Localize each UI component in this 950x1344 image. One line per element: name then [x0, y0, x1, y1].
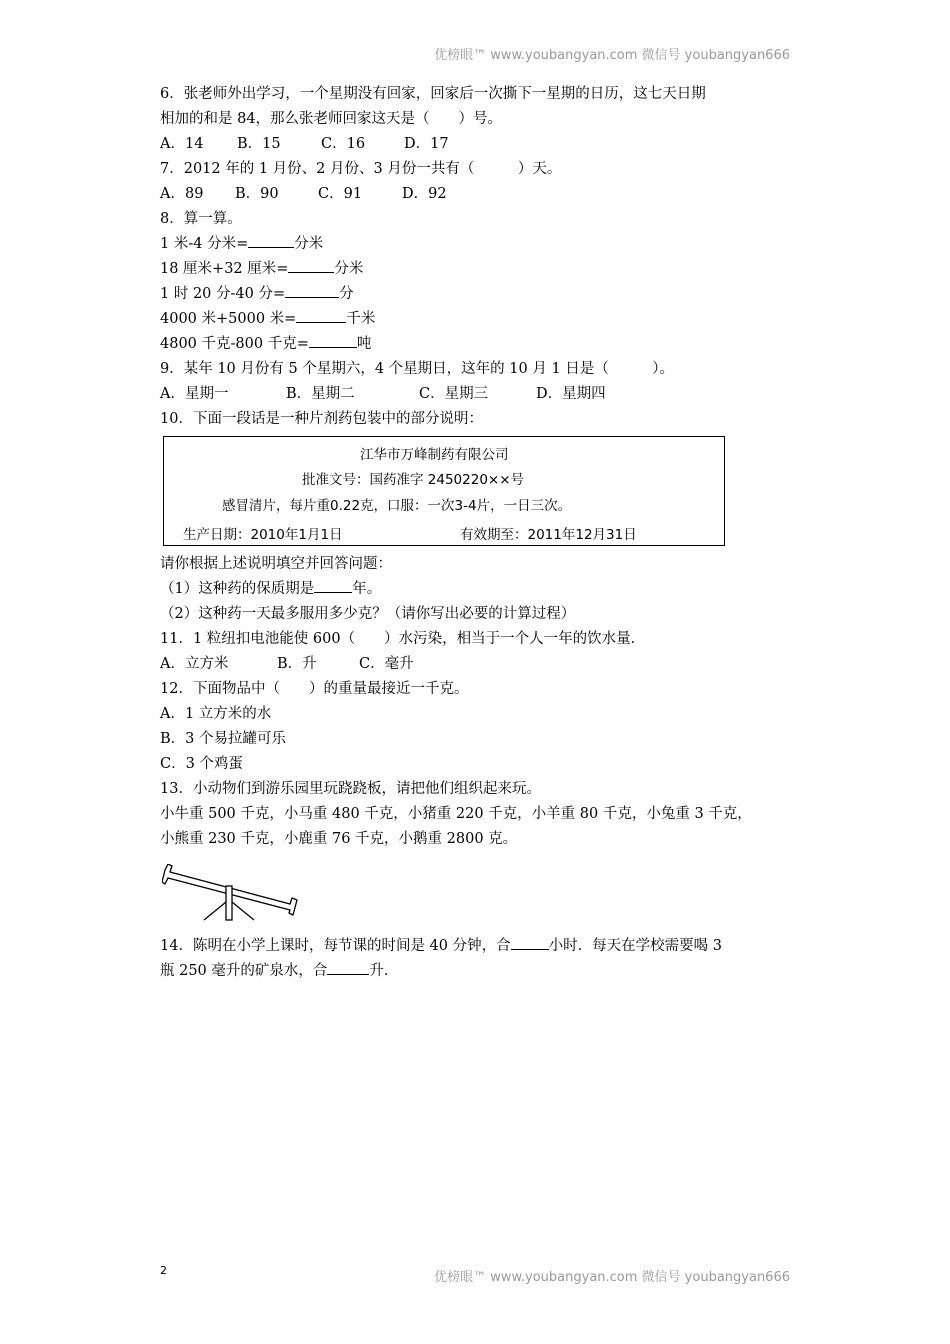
q10-line1: 10．下面一段话是一种片剂药包装中的部分说明：: [160, 411, 483, 427]
q9-option-d: D．星期四: [536, 386, 606, 402]
q8-item-2: 18 厘米+32 厘米= 分米: [160, 257, 810, 282]
q12-option-c: C．3 个鸡蛋: [160, 756, 243, 772]
q8-item-3: 1 时 20 分-40 分= 分: [160, 282, 810, 307]
q7-line1: 7．2012 年的 1 月份、2 月份、3 月份一共有（ ）天。: [160, 161, 562, 177]
q13-line2: 小牛重 500 千克，小马重 480 千克，小猪重 220 千克，小羊重 80 千克，小兔重 3 千克，: [160, 806, 752, 822]
answer-blank[interactable]: [285, 283, 339, 298]
q6-option-a: A．14: [160, 136, 204, 152]
q6-option-d: D．17: [404, 136, 449, 152]
answer-blank[interactable]: [248, 233, 294, 248]
expiry-date: 有效期至：2011年12月31日: [460, 527, 637, 543]
q10-sub2: （2）这种药一天最多服用多少克？（请你写出必要的计算过程）: [160, 606, 576, 622]
q11-option-b: B．升: [277, 656, 317, 672]
q11-line1: 11．1 粒纽扣电池能使 600（ ）水污染，相当于一个人一年的饮水量．: [160, 631, 646, 647]
q8-title: 8．算一算。: [160, 211, 242, 227]
q6-options: [160, 132, 810, 157]
q12-option-b: B．3 个易拉罐可乐: [160, 731, 286, 747]
q7-option-b: B．90: [235, 186, 279, 202]
answer-blank[interactable]: [296, 308, 346, 323]
q7-option-c: C．91: [318, 186, 363, 202]
q9-options: [160, 382, 810, 407]
answer-blank[interactable]: [327, 960, 369, 975]
answer-blank[interactable]: [288, 258, 334, 273]
q8-item-1: 1 米-4 分米= 分米: [160, 232, 810, 257]
answer-blank[interactable]: [511, 935, 549, 950]
q6-line2: 相加的和是 84，那么张老师回家这天是（ ）号。: [160, 111, 503, 127]
q13-line1: 13．小动物们到游乐园里玩跷跷板，请把他们组织起来玩。: [160, 781, 541, 797]
q10-sub1: （1）这种药的保质期是 年。: [160, 577, 810, 602]
q11-option-a: A．立方米: [160, 656, 229, 672]
q7-options: [160, 182, 810, 207]
q11-option-c: C．毫升: [359, 656, 414, 672]
answer-blank[interactable]: [314, 578, 352, 593]
q9-option-c: C．星期三: [419, 386, 489, 402]
production-date: 生产日期：2010年1月1日: [183, 527, 343, 543]
q7-option-d: D．92: [402, 186, 447, 202]
q12-option-a: A．1 立方米的水: [160, 706, 272, 722]
company-name: 江华市万峰制药有限公司: [360, 447, 509, 463]
header-watermark: 优榜眼™ www.youbangyan.com 微信号 youbangyan666: [434, 48, 790, 63]
q14-line1: 14．陈明在小学上课时，每节课的时间是 40 分钟，合 小时．每天在学校需要喝 3: [160, 934, 810, 959]
page-number: 2: [160, 1264, 167, 1277]
q14-line2: 瓶 250 毫升的矿泉水，合 升．: [160, 959, 810, 984]
answer-blank[interactable]: [309, 333, 357, 348]
q8-item-5: 4800 千克-800 千克= 吨: [160, 332, 810, 357]
q9-option-a: A．星期一: [160, 386, 229, 402]
medicine-description: 感冒清片，每片重0.22克，口服：一次3-4片，一日三次。: [222, 498, 572, 514]
seesaw-illustration: [162, 864, 300, 924]
q9-line1: 9．某年 10 月份有 5 个星期六，4 个星期日，这年的 10 月 1 日是（ ）。: [160, 361, 675, 377]
q8-item-4: 4000 米+5000 米= 千米: [160, 307, 810, 332]
q9-option-b: B．星期二: [286, 386, 355, 402]
q7-option-a: A．89: [160, 186, 204, 202]
q12-line1: 12．下面物品中（ ）的重量最接近一千克。: [160, 681, 469, 697]
q10-prompt: 请你根据上述说明填空并回答问题：: [160, 556, 392, 572]
q6-option-b: B．15: [237, 136, 281, 152]
q6-line1: 6．张老师外出学习，一个星期没有回家，回家后一次撕下一星期的日历，这七天日期: [160, 86, 706, 102]
q13-line3: 小熊重 230 千克，小鹿重 76 千克，小鹅重 2800 克。: [160, 831, 518, 847]
q6-option-c: C．16: [321, 136, 366, 152]
medicine-label-box: [163, 436, 725, 546]
footer-watermark: 优榜眼™ www.youbangyan.com 微信号 youbangyan666: [434, 1270, 790, 1285]
worksheet-content: [160, 82, 810, 984]
approval-number: 批准文号：国药准字 2450220××号: [302, 472, 525, 488]
q11-options: [160, 652, 810, 677]
